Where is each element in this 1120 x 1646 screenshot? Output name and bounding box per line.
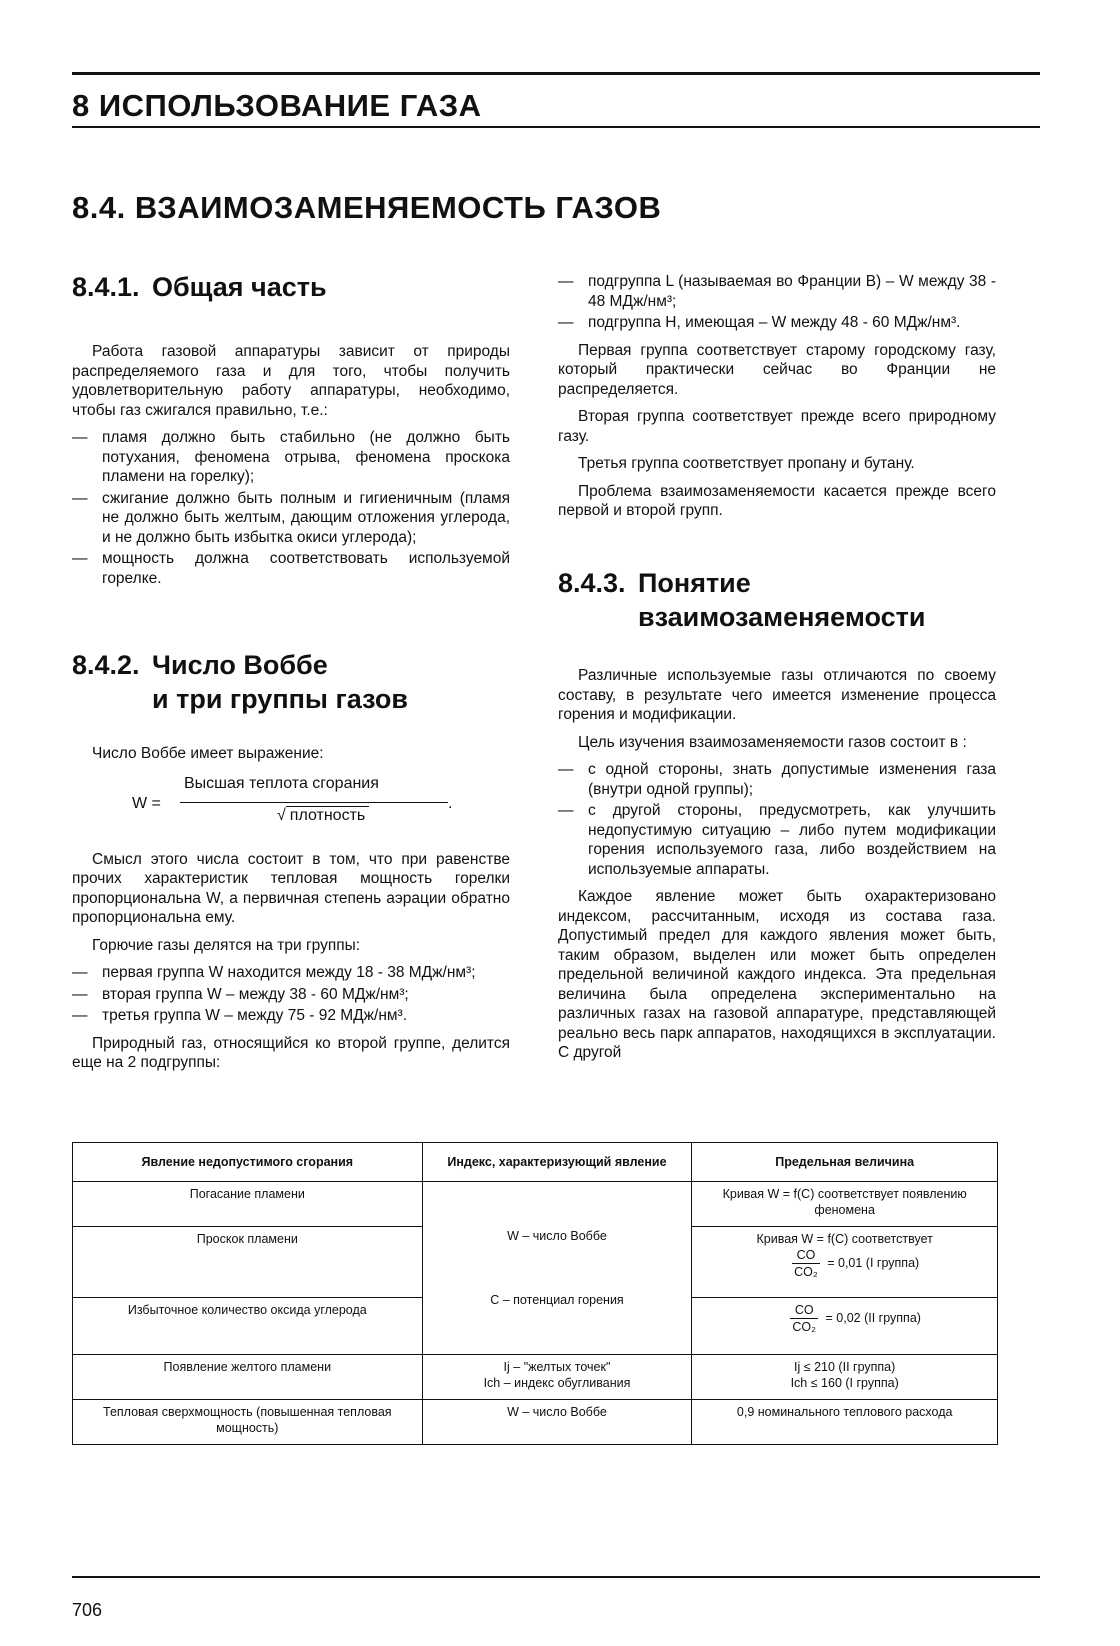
heading-841: [72, 270, 532, 304]
limit-fraction-2: [698, 1302, 991, 1335]
heading-843-title-2: взаимозаменяемости: [638, 602, 926, 632]
sec843-body: [558, 666, 996, 1071]
right-p1: Первая группа соответствует старому городскому газу, который практически сейчас во Франции не распределяется.: [558, 341, 996, 398]
sec842-p3: Горючие газы делятся на три группы:: [92, 936, 361, 954]
formula-lhs: W =: [132, 794, 161, 812]
table-cell: W – число Воббе: [422, 1400, 692, 1445]
top-rule: [72, 72, 1040, 75]
limits-table: [72, 1142, 998, 1445]
limit-text: Кривая W = f(C) соответствует: [756, 1232, 933, 1246]
sec843-p1: Различные используемые газы отличаются по своему составу, в результате чего имеется изменение процесса горения и модификации.: [558, 667, 996, 723]
heading-843-title-1: Понятие: [638, 568, 751, 598]
sec842-body: [72, 744, 510, 1081]
list-item: — с одной стороны, знать допустимые изменения газа (внутри одной группы);: [558, 761, 996, 798]
list-item: — подгруппа H, имеющая – W между 48 - 60 МДж/нм³.: [558, 314, 961, 331]
table-row: [73, 1400, 998, 1445]
heading-842-num: 8.4.2.: [72, 650, 140, 680]
chapter-rule: [72, 126, 1040, 128]
limit-value: = 0,02 (II группа): [825, 1310, 921, 1325]
table-header: Предельная величина: [692, 1143, 998, 1182]
wobbe-formula: [72, 772, 510, 836]
heading-843: [558, 566, 1018, 634]
table-cell: 0,9 номинального теплового расхода: [692, 1400, 998, 1445]
formula-denominator: √ плотность: [277, 806, 369, 826]
table-cell-index: [422, 1182, 692, 1355]
footer-rule: [72, 1576, 1040, 1578]
formula-end: .: [448, 794, 453, 812]
list-item: — с другой стороны, предусмотреть, как улучшить недопустимую ситуацию – либо путем модификации горения используемого газа, либо воздействием на используемые аппараты.: [558, 802, 996, 878]
table-cell: [422, 1355, 692, 1400]
sec841-intro: Работа газовой аппаратуры зависит от природы распределяемого газа и для того, чтобы получить удовлетворительную работу аппаратуры, необходимо, чтобы газ сжигался правильно, т.е.:: [72, 343, 510, 419]
table-header-row: [73, 1143, 998, 1182]
heading-841-num: 8.4.1.: [72, 272, 140, 302]
sec842-p2: Смысл этого числа состоит в том, что при равенстве прочих характеристик тепловая мощность горелки пропорциональна W, а первичная степень аэрации обратно пропорциональна ему.: [72, 850, 510, 926]
heading-841-title: Общая часть: [152, 272, 327, 302]
chapter-title: 8 ИСПОЛЬЗОВАНИЕ ГАЗА: [72, 88, 482, 123]
table-header: Явление недопустимого сгорания: [73, 1143, 423, 1182]
limit-yellow: Ij ≤ 210 (II группа): [794, 1360, 896, 1374]
heading-842-title-2: и три группы газов: [152, 684, 408, 714]
formula-bar: [180, 802, 448, 804]
heading-842: [72, 648, 532, 716]
table-row: [73, 1182, 998, 1227]
sqrt-sign: √: [277, 806, 286, 824]
sec841-body: [72, 342, 510, 590]
table-cell-limit: [692, 1227, 998, 1298]
list-item: — третья группа W – между 75 - 92 МДж/нм³.: [72, 1007, 408, 1024]
sec843-p3: Каждое явление может быть охарактеризовано индексом, рассчитанным, исходя из состава газа. Допустимый предел для каждого явления может быть, таким образом, выделен или может быть определен предельной величиной каждого индекса. Эта предельная величина была определена экспериментально на различных газах на газовой аппаратуре, представляющей реально весь парк аппаратов, находящихся в эксплуатации. С другой: [558, 888, 996, 1061]
co-ratio: $\frac{CO}{\text{CO₂}}$: [794, 1248, 818, 1279]
list-item: — подгруппа L (называемая во Франции B) – W между 38 - 48 МДж/нм³;: [558, 273, 996, 310]
list-item: — первая группа W находится между 18 - 38 МДж/нм³;: [72, 964, 476, 981]
table-row: [73, 1355, 998, 1400]
list-item: — вторая группа W – между 38 - 60 МДж/нм³;: [72, 985, 409, 1003]
index-yellow: Ij – "желтых точек": [503, 1360, 611, 1374]
list-item: — сжигание должно быть полным и гигиеничным (пламя не должно быть желтым, дающим отложения углерода, и не должно быть избытка окиси углерода);: [72, 489, 510, 546]
heading-843-num: 8.4.3.: [558, 568, 626, 598]
page-number: 706: [72, 1600, 103, 1620]
table-cell-limit: [692, 1298, 998, 1355]
sec842-p1: Число Воббе имеет выражение:: [92, 745, 324, 762]
list-item: — пламя должно быть стабильно (не должно быть потухания, феномена отрыва, феномена проскока пламени на горелку);: [72, 429, 510, 485]
limit-soot: Ich ≤ 160 (I группа): [790, 1376, 899, 1390]
table-cell: Избыточное количество оксида углерода: [73, 1298, 423, 1355]
right-p3: Третья группа соответствует пропану и бутану.: [578, 455, 915, 472]
formula-numerator: Высшая теплота сгорания: [184, 774, 379, 792]
index-potential: C – потенциал горения: [490, 1293, 624, 1307]
right-p4: Проблема взаимозаменяемости касается прежде всего первой и второй групп.: [558, 482, 996, 519]
table-cell: Погасание пламени: [73, 1182, 423, 1227]
table-cell: Кривая W = f(C) соответствует появлению феномена: [692, 1182, 998, 1227]
table-cell: Появление желтого пламени: [73, 1355, 423, 1400]
heading-842-title-1: Число Воббе: [152, 650, 328, 680]
table-cell: [692, 1355, 998, 1400]
right-col-top: [558, 272, 996, 529]
sec843-p2: Цель изучения взаимозаменяемости газов состоит в :: [578, 733, 967, 751]
table-header: Индекс, характеризующий явление: [422, 1143, 692, 1182]
table-cell: Проскок пламени: [73, 1227, 423, 1298]
limit-value: = 0,01 (I группа): [827, 1255, 920, 1270]
section-title: 8.4. ВЗАИМОЗАМЕНЯЕМОСТЬ ГАЗОВ: [72, 190, 662, 225]
right-p2: Вторая группа соответствует прежде всего природному газу.: [558, 408, 996, 445]
sec842-p4: Природный газ, относящийся ко второй группе, делится еще на 2 подгруппы:: [72, 1034, 510, 1071]
list-item: — мощность должна соответствовать используемой горелке.: [72, 550, 510, 587]
table-cell: Тепловая сверхмощность (повышенная тепловая мощность): [73, 1400, 423, 1445]
limit-fraction-1: [698, 1247, 991, 1280]
co-ratio: $\frac{CO}{\text{CO₂}}$: [792, 1303, 817, 1334]
index-soot: Ich – индекс обугливания: [483, 1376, 631, 1390]
index-wobbe: W – число Воббе: [507, 1229, 607, 1243]
